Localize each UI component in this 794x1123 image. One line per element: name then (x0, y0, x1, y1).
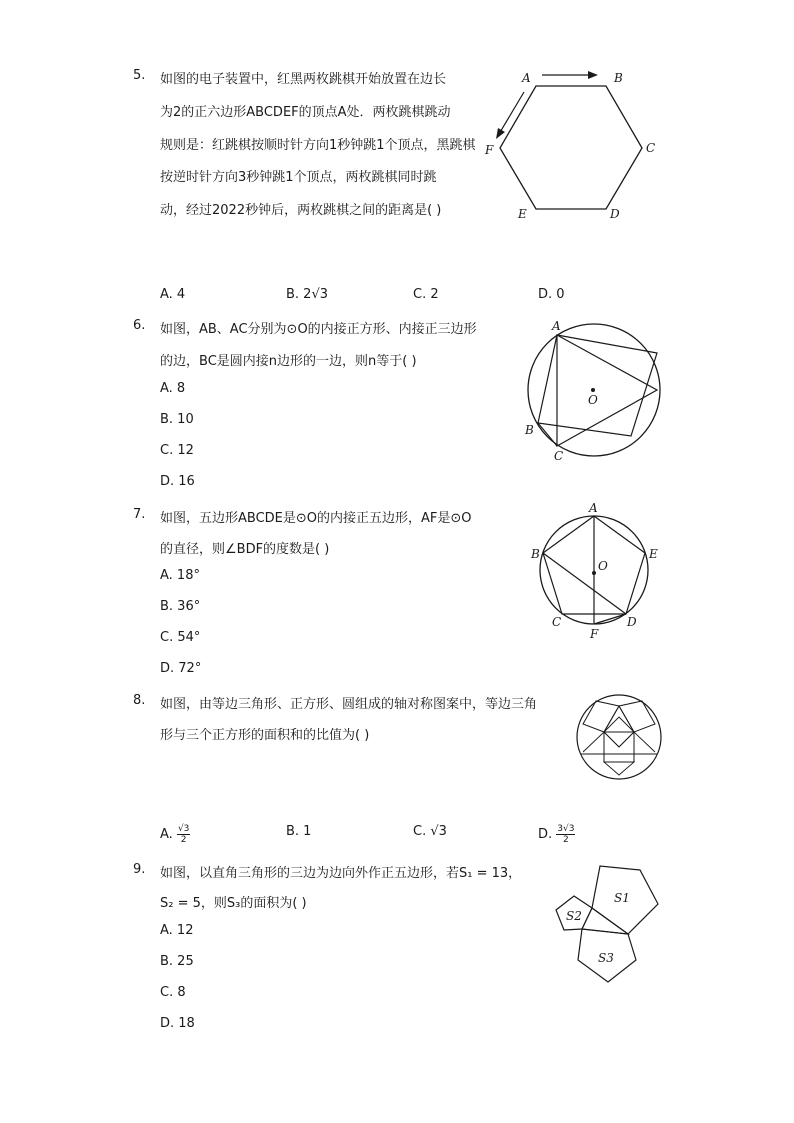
outer-circle (577, 695, 661, 779)
question-text-line: 如图，以直角三角形的三边为边向外作正五边形，若S₁ = 13， (160, 866, 522, 881)
fraction-numerator: 3√3 (557, 824, 575, 834)
point-label-o: O (588, 393, 598, 407)
option-d[interactable]: D. 16 (160, 474, 195, 489)
question-number: 9. (133, 862, 146, 877)
area-label-s3: S3 (598, 951, 614, 965)
option-a[interactable]: A. 18° (160, 568, 200, 583)
fraction-3sqrt3-over-2 (556, 824, 575, 845)
option-b[interactable]: B. 2√3 (286, 287, 329, 302)
point-label-e: E (649, 547, 658, 561)
option-c[interactable]: C. 2 (413, 287, 439, 302)
vertex-label-a: A (522, 71, 531, 85)
point-label-b: B (525, 423, 534, 437)
point-label-o: O (598, 559, 608, 573)
center-point (591, 388, 595, 392)
lower-shape (583, 732, 655, 752)
vertex-label-d: D (610, 207, 620, 221)
question-text-line: 规则是：红跳棋按顺时针方向1秒钟跳1个顶点，黑跳棋 (160, 138, 476, 153)
hexagon-shape (500, 86, 642, 209)
fraction-denominator: 2 (563, 835, 569, 845)
question-number: 8. (133, 693, 146, 708)
option-d[interactable] (538, 824, 575, 845)
question-text-line: 按逆时针方向3秒钟跳1个顶点，两枚跳棋同时跳 (160, 170, 437, 185)
point-label-a: A (589, 501, 598, 515)
option-c[interactable]: C. 54° (160, 630, 201, 645)
vertex-label-e: E (518, 207, 527, 221)
option-a[interactable]: A. 12 (160, 923, 194, 938)
option-d[interactable]: D. 0 (538, 287, 565, 302)
option-d[interactable]: D. 18 (160, 1016, 195, 1031)
option-a[interactable]: A. 8 (160, 381, 186, 396)
option-a[interactable] (160, 824, 190, 845)
pentagons-right-triangle-figure (548, 858, 668, 988)
option-b[interactable]: B. 36° (160, 599, 201, 614)
point-label-b: B (531, 547, 540, 561)
question-text-line: 的边，BC是圆内接n边形的一边，则n等于( ) (160, 354, 417, 369)
point-label-c: C (552, 615, 562, 629)
option-b[interactable]: B. 1 (286, 824, 312, 839)
option-c[interactable] (413, 824, 447, 839)
hexagon-figure (480, 62, 660, 227)
inscribed-triangle (557, 335, 657, 446)
segment-bc (538, 423, 557, 446)
arrow-counterclockwise-head (496, 128, 505, 139)
vertex-label-b: B (614, 71, 623, 85)
pentagon-circle-figure (527, 502, 667, 642)
symmetric-pattern-figure (574, 692, 664, 782)
question-number: 6. (133, 318, 146, 333)
option-c[interactable]: C. 12 (160, 443, 194, 458)
point-label-a: A (552, 319, 561, 333)
question-text-line: S₂ = 5，则S₃的面积为( ) (160, 896, 307, 911)
circle-square-triangle-figure (520, 318, 670, 468)
inscribed-square (538, 335, 657, 436)
option-d-label: D. (538, 827, 553, 842)
question-text-line: 如图，由等边三角形、正方形、圆组成的轴对称图案中，等边三角 (160, 697, 538, 712)
option-c-label: C. (413, 824, 427, 839)
option-a[interactable]: A. 4 (160, 287, 186, 302)
square-right (619, 701, 655, 732)
arrow-clockwise-head (588, 71, 598, 79)
question-text-line: 的直径，则∠BDF的度数是( ) (160, 542, 330, 557)
option-a-label: A. (160, 827, 173, 842)
fraction-denominator: 2 (180, 835, 187, 845)
option-b[interactable]: B. 10 (160, 412, 194, 427)
question-text-line: 如图，AB、AC分别为⊙O的内接正方形、内接正三边形 (160, 322, 477, 337)
option-b[interactable]: B. 25 (160, 954, 194, 969)
center-point (592, 571, 596, 575)
fraction-sqrt3-over-2 (177, 824, 190, 845)
option-c-value: √3 (430, 824, 447, 839)
option-c[interactable]: C. 8 (160, 985, 186, 1000)
vertex-label-c: C (646, 141, 656, 155)
question-text-line: 动，经过2022秒钟后，两枚跳棋之间的距离是( ) (160, 203, 442, 218)
point-label-c: C (554, 449, 564, 463)
segment-df (594, 614, 626, 624)
segment-bd (543, 553, 626, 614)
question-number: 7. (133, 507, 146, 522)
question-text-line: 为2的正六边形ABCDEF的顶点A处．两枚跳棋跳动 (160, 105, 451, 120)
option-d[interactable]: D. 72° (160, 661, 202, 676)
question-text-line: 如图，五边形ABCDE是⊙O的内接正五边形，AF是⊙O (160, 511, 472, 526)
area-label-s2: S2 (566, 909, 582, 923)
point-label-d: D (627, 615, 637, 629)
question-text-line: 如图的电子装置中，红黑两枚跳棋开始放置在边长 (160, 72, 447, 87)
question-text-line: 形与三个正方形的面积和的比值为( ) (160, 728, 370, 743)
square-left (583, 701, 619, 732)
area-label-s1: S1 (614, 891, 630, 905)
question-number: 5. (133, 68, 146, 83)
point-label-f: F (590, 627, 599, 641)
vertex-label-f: F (485, 143, 494, 157)
bottom-triangle (604, 762, 634, 775)
fraction-numerator: √3 (177, 824, 190, 834)
